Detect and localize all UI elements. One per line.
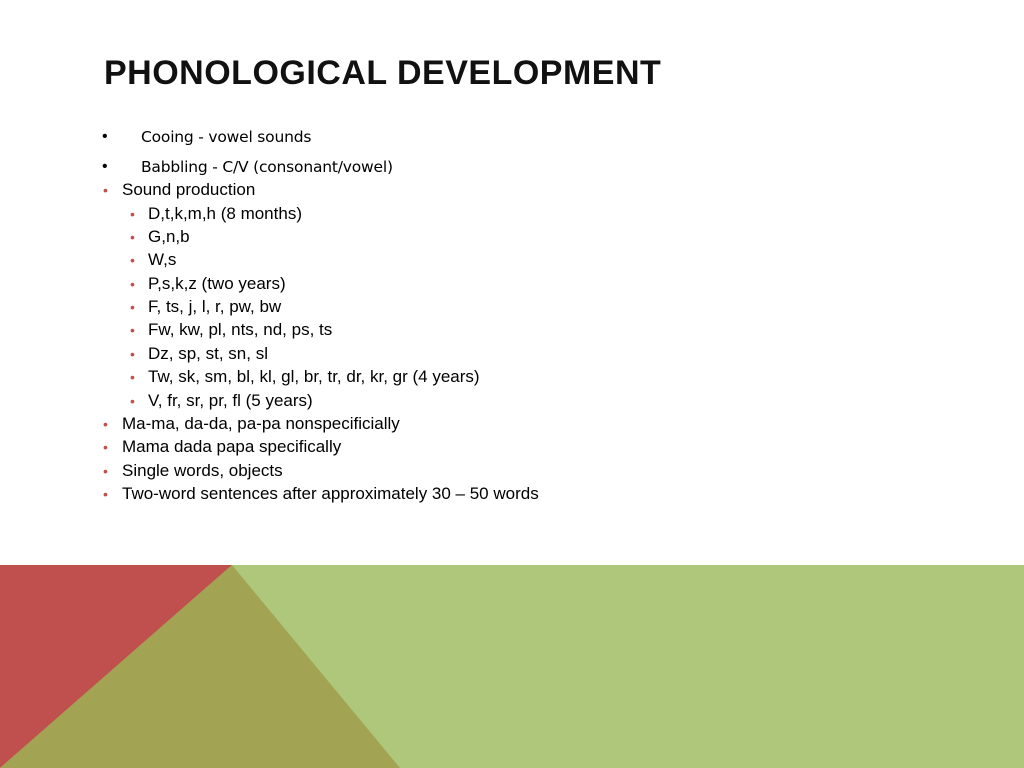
bullet-marker: • (103, 182, 108, 198)
bullet-item: Mama dada papa specifically (122, 437, 342, 456)
bullet-marker: • (130, 252, 135, 268)
bullet-item: Sound production (122, 180, 256, 199)
sub-bullet-item: Fw, kw, pl, nts, nd, ps, ts (148, 320, 333, 339)
sub-bullet-item: G,n,b (148, 227, 190, 246)
sub-bullet-item: F, ts, j, l, r, pw, bw (148, 297, 282, 316)
bullet-marker: • (130, 229, 135, 245)
bullet-marker: • (130, 299, 135, 315)
sub-bullet-item: P,s,k,z (two years) (148, 274, 286, 293)
bullet-marker: • (102, 158, 108, 175)
slide-title: PHONOLOGICAL DEVELOPMENT (104, 54, 662, 92)
bullet-marker: • (130, 206, 135, 222)
bullet-marker: • (130, 393, 135, 409)
bullet-item: Two-word sentences after approximately 30 – 50 words (122, 484, 539, 503)
sub-bullet-item: Tw, sk, sm, bl, kl, gl, br, tr, dr, kr, gr (4 years) (148, 367, 480, 386)
bullet-marker: • (130, 346, 135, 362)
sub-bullet-item: W,s (148, 250, 177, 269)
bullet-marker: • (130, 276, 135, 292)
bullet-marker: • (130, 369, 135, 385)
sub-bullet-item: D,t,k,m,h (8 months) (148, 204, 302, 223)
bullet-item: Single words, objects (122, 461, 283, 480)
sub-bullet-item: V, fr, sr, pr, fl (5 years) (148, 391, 313, 410)
bullet-marker: • (103, 463, 108, 479)
bullet-marker: • (103, 439, 108, 455)
decorative-footer-shapes (0, 565, 1024, 768)
bullet-babbling: Babbling - C/V (consonant/vowel) (141, 158, 393, 176)
bullet-marker: • (103, 486, 108, 502)
sub-bullet-item: Dz, sp, st, sn, sl (148, 344, 268, 363)
bullet-marker: • (102, 128, 108, 145)
bullet-item: Ma-ma, da-da, pa-pa nonspecificially (122, 414, 400, 433)
bullet-cooing: Cooing - vowel sounds (141, 128, 312, 146)
bullet-marker: • (103, 416, 108, 432)
bullet-marker: • (130, 322, 135, 338)
